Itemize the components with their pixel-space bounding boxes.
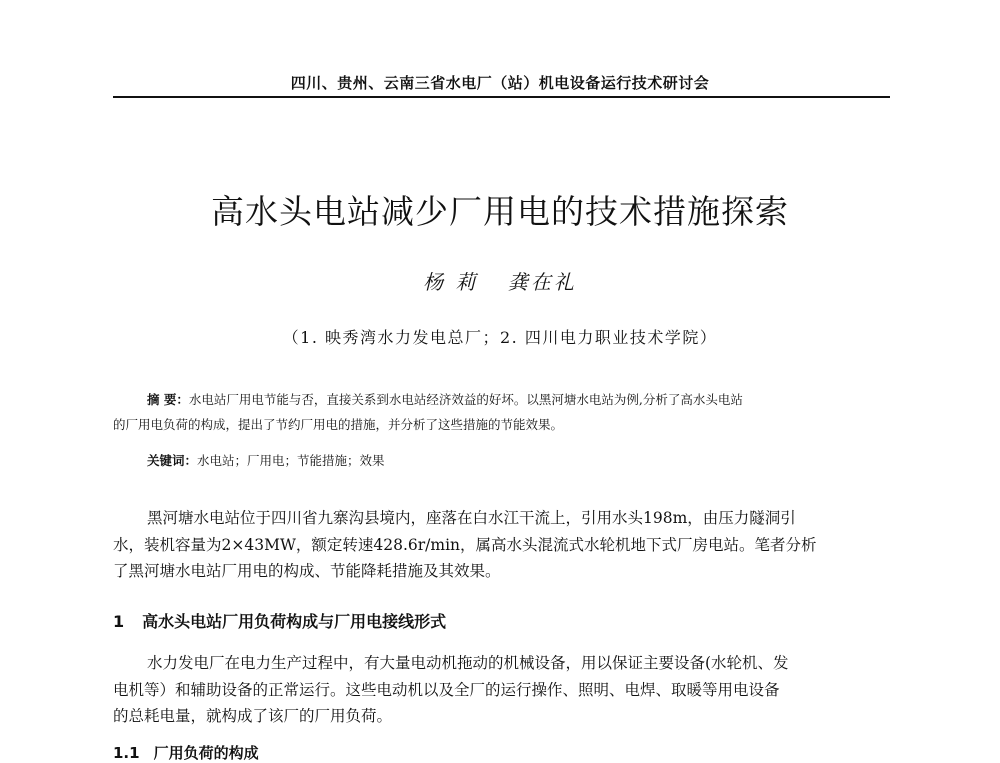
subsection-number: 1.1 — [113, 744, 140, 762]
author-2: 龚在礼 — [507, 270, 577, 294]
abstract-label: 摘 要： — [147, 392, 189, 407]
abstract — [113, 387, 890, 437]
affiliations: （1. 映秀湾水力发电总厂；2. 四川电力职业技术学院） — [282, 328, 718, 347]
section-number: 1 — [113, 612, 125, 631]
paragraph-line: 黑河塘水电站位于四川省九寨沟县境内，座落在白水江干流上，引用水头198m，由压力隧洞引 — [147, 509, 796, 527]
abstract-line-2: 的厂用电负荷的构成，提出了节约厂用电的措施，并分析了这些措施的节能效果。 — [113, 417, 564, 432]
section-heading-1 — [113, 609, 446, 632]
keywords — [147, 451, 887, 471]
abstract-text-1: 水电站厂用电节能与否，直接关系到水电站经济效益的好坏。以黑河塘水电站为例,分析了高水头电站 — [188, 392, 743, 407]
authors — [0, 266, 1000, 295]
paragraph-line: 水，装机容量为2×43MW，额定转速428.6r/min，属高水头混流式水轮机地下式厂房电站。笔者分析 — [113, 535, 817, 554]
paper-title: 高水头电站减少厂用电的技术措施探索 — [211, 192, 789, 231]
author-1: 杨 莉 — [423, 270, 479, 294]
subsection-title: 厂用负荷的构成 — [153, 744, 259, 762]
paragraph-line: 的总耗电量，就构成了该厂的厂用负荷。 — [113, 707, 393, 725]
header-rule — [113, 96, 890, 98]
paragraph-line: 水力发电厂在电力生产过程中，有大量电动机拖动的机械设备，用以保证主要设备(水轮机、发 — [147, 654, 789, 672]
section-1-paragraph — [113, 650, 890, 730]
intro-paragraph — [113, 505, 890, 585]
keywords-text: 水电站；厂用电；节能措施；效果 — [197, 453, 385, 468]
running-header: 四川、贵州、云南三省水电厂（站）机电设备运行技术研讨会 — [290, 74, 710, 92]
paragraph-line: 电机等）和辅助设备的正常运行。这些电动机以及全厂的运行操作、照明、电焊、取暖等用电设备 — [113, 680, 780, 699]
abstract-line-1 — [113, 387, 890, 412]
paragraph-line: 了黑河塘水电站厂用电的构成、节能降耗措施及其效果。 — [113, 562, 501, 580]
section-title: 高水头电站厂用负荷构成与厂用电接线形式 — [142, 612, 447, 631]
keywords-label: 关键词： — [147, 453, 198, 468]
